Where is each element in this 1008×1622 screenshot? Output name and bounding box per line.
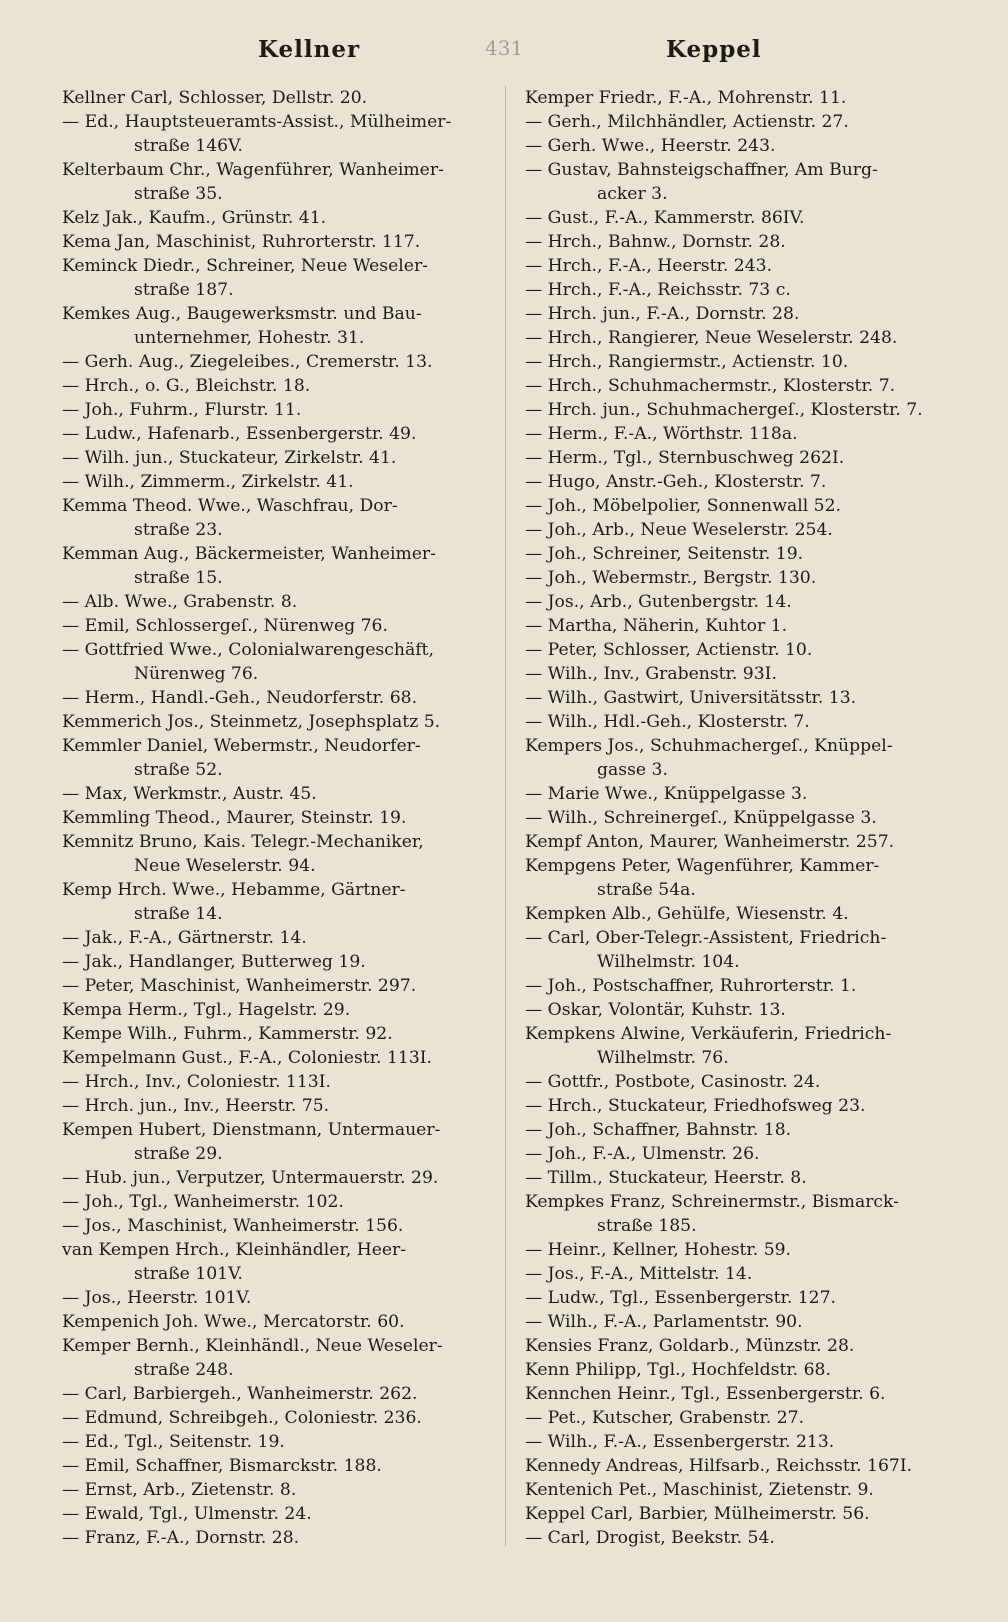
directory-entry: Kempgens Peter, Wagenführer, Kammer-	[525, 856, 880, 876]
directory-entry: — Carl, Drogist, Beekstr. 54.	[525, 1528, 775, 1548]
directory-entry: straße 23.	[134, 520, 223, 540]
column-divider	[505, 86, 506, 1546]
directory-entry: — Ed., Tgl., Seitenstr. 19.	[62, 1432, 285, 1452]
directory-entry: Kemmler Daniel, Webermstr., Neudorfer-	[62, 736, 421, 756]
directory-entry: straße 52.	[134, 760, 223, 780]
directory-entry: Kempenich Joh. Wwe., Mercatorstr. 60.	[62, 1312, 405, 1332]
directory-entry: — Wilh., Zimmerm., Zirkelstr. 41.	[62, 472, 354, 492]
directory-entry: — Hrch., Bahnw., Dornstr. 28.	[525, 232, 786, 252]
directory-entry: — Hub. jun., Verputzer, Untermauerstr. 29.	[62, 1168, 439, 1188]
directory-entry: — Jak., F.-A., Gärtnerstr. 14.	[62, 928, 307, 948]
directory-entry: — Peter, Schlosser, Actienstr. 10.	[525, 640, 813, 660]
directory-entry: van Kempen Hrch., Kleinhändler, Heer-	[62, 1240, 407, 1260]
directory-entry: — Ewald, Tgl., Ulmenstr. 24.	[62, 1504, 312, 1524]
directory-entry: Kemper Bernh., Kleinhändl., Neue Weseler-	[62, 1336, 443, 1356]
directory-entry: Kemma Theod. Wwe., Waschfrau, Dor-	[62, 496, 398, 516]
directory-entry: — Herm., Tgl., Sternbuschweg 262I.	[525, 448, 845, 468]
directory-entry: unternehmer, Hohestr. 31.	[134, 328, 365, 348]
directory-entry: — Jos., Heerstr. 101V.	[62, 1288, 252, 1308]
directory-entry: — Jak., Handlanger, Butterweg 19.	[62, 952, 366, 972]
directory-entry: straße 35.	[134, 184, 223, 204]
directory-entry: straße 185.	[597, 1216, 697, 1236]
directory-entry: — Wilh. jun., Stuckateur, Zirkelstr. 41.	[62, 448, 397, 468]
directory-entry: Kempers Jos., Schuhmachergeſ., Knüppel-	[525, 736, 893, 756]
directory-entry: — Martha, Näherin, Kuhtor 1.	[525, 616, 788, 636]
directory-entry: Wilhelmstr. 104.	[597, 952, 740, 972]
directory-entry: — Hrch. jun., Schuhmachergeſ., Klosterstr. 7.	[525, 400, 923, 420]
directory-entry: Nürenweg 76.	[134, 664, 259, 684]
directory-entry: Kemp Hrch. Wwe., Hebamme, Gärtner-	[62, 880, 406, 900]
directory-entry: — Wilh., Hdl.-Geh., Klosterstr. 7.	[525, 712, 810, 732]
directory-entry: — Pet., Kutscher, Grabenstr. 27.	[525, 1408, 805, 1428]
directory-entry: — Carl, Barbiergeh., Wanheimerstr. 262.	[62, 1384, 418, 1404]
directory-entry: Kemper Friedr., F.-A., Mohrenstr. 11.	[525, 88, 847, 108]
left-column	[62, 86, 504, 1550]
right-column	[525, 86, 967, 1550]
directory-entry: — Gerh., Milchhändler, Actienstr. 27.	[525, 112, 849, 132]
directory-entry: Kempa Herm., Tgl., Hagelstr. 29.	[62, 1000, 351, 1020]
directory-entry: Kempken Alb., Gehülfe, Wiesenstr. 4.	[525, 904, 849, 924]
directory-entry: — Gerh. Wwe., Heerstr. 243.	[525, 136, 776, 156]
page-number: 431	[485, 36, 524, 60]
directory-entry: Kempkens Alwine, Verkäuferin, Friedrich-	[525, 1024, 892, 1044]
directory-entry: Kemmling Theod., Maurer, Steinstr. 19.	[62, 808, 407, 828]
directory-entry: straße 187.	[134, 280, 234, 300]
directory-entry: — Wilh., F.-A., Essenbergerstr. 213.	[525, 1432, 835, 1452]
directory-entry: Kemman Aug., Bäckermeister, Wanheimer-	[62, 544, 436, 564]
directory-entry: — Gust., F.-A., Kammerstr. 86IV.	[525, 208, 805, 228]
directory-entry: — Wilh., Schreinergeſ., Knüppelgasse 3.	[525, 808, 877, 828]
directory-entry: — Oskar, Volontär, Kuhstr. 13.	[525, 1000, 786, 1020]
directory-entry: Kema Jan, Maschinist, Ruhrorterstr. 117.	[62, 232, 421, 252]
directory-entry: Wilhelmstr. 76.	[597, 1048, 729, 1068]
directory-entry: — Jos., Arb., Gutenbergstr. 14.	[525, 592, 792, 612]
directory-entry: — Alb. Wwe., Grabenstr. 8.	[62, 592, 298, 612]
directory-entry: — Gustav, Bahnsteigschaffner, Am Burg-	[525, 160, 878, 180]
directory-entry: — Hrch., Inv., Coloniestr. 113I.	[62, 1072, 331, 1092]
directory-entry: Keppel Carl, Barbier, Mülheimerstr. 56.	[525, 1504, 870, 1524]
directory-entry: Kemnitz Bruno, Kais. Telegr.-Mechaniker,	[62, 832, 424, 852]
directory-entry: — Ernst, Arb., Zietenstr. 8.	[62, 1480, 297, 1500]
directory-entry: — Joh., Schreiner, Seitenstr. 19.	[525, 544, 804, 564]
directory-entry: — Hrch., Stuckateur, Friedhofsweg 23.	[525, 1096, 866, 1116]
directory-entry: — Hrch., F.-A., Heerstr. 243.	[525, 256, 773, 276]
directory-entry: Kenn Philipp, Tgl., Hochfeldstr. 68.	[525, 1360, 831, 1380]
directory-entry: — Marie Wwe., Knüppelgasse 3.	[525, 784, 808, 804]
directory-entry: — Peter, Maschinist, Wanheimerstr. 297.	[62, 976, 417, 996]
directory-entry: — Emil, Schlossergeſ., Nürenweg 76.	[62, 616, 388, 636]
directory-entry: Neue Weselerstr. 94.	[134, 856, 316, 876]
directory-entry: — Franz, F.-A., Dornstr. 28.	[62, 1528, 300, 1548]
directory-entry: Kensies Franz, Goldarb., Münzstr. 28.	[525, 1336, 855, 1356]
directory-entry: — Hrch., Rangierer, Neue Weselerstr. 248.	[525, 328, 898, 348]
directory-entry: — Edmund, Schreibgeh., Coloniestr. 236.	[62, 1408, 422, 1428]
directory-entry: Kempen Hubert, Dienstmann, Untermauer-	[62, 1120, 441, 1140]
directory-entry: — Gottfr., Postbote, Casinostr. 24.	[525, 1072, 821, 1092]
directory-entry: Kemmerich Jos., Steinmetz, Josephsplatz 5.	[62, 712, 441, 732]
directory-entry: — Gerh. Aug., Ziegeleibes., Cremerstr. 13.	[62, 352, 433, 372]
directory-entry: — Jos., Maschinist, Wanheimerstr. 156.	[62, 1216, 404, 1236]
directory-entry: Kennedy Andreas, Hilfsarb., Reichsstr. 167I.	[525, 1456, 913, 1476]
directory-entry: Kelterbaum Chr., Wagenführer, Wanheimer-	[62, 160, 444, 180]
directory-entry: — Ed., Hauptsteueramts-Assist., Mülheimer-	[62, 112, 452, 132]
directory-entry: — Joh., F.-A., Ulmenstr. 26.	[525, 1144, 760, 1164]
directory-entry: straße 101V.	[134, 1264, 243, 1284]
directory-entry: Kempe Wilh., Fuhrm., Kammerstr. 92.	[62, 1024, 393, 1044]
directory-entry: — Joh., Schaffner, Bahnstr. 18.	[525, 1120, 792, 1140]
directory-entry: — Joh., Webermstr., Bergstr. 130.	[525, 568, 817, 588]
directory-entry: Kelz Jak., Kaufm., Grünstr. 41.	[62, 208, 327, 228]
directory-entry: — Joh., Möbelpolier, Sonnenwall 52.	[525, 496, 841, 516]
directory-entry: Kellner Carl, Schlosser, Dellstr. 20.	[62, 88, 368, 108]
directory-entry: — Herm., Handl.-Geh., Neudorferstr. 68.	[62, 688, 418, 708]
directory-entry: Kentenich Pet., Maschinist, Zietenstr. 9.	[525, 1480, 874, 1500]
left-header-title: Kellner	[258, 36, 361, 63]
directory-entry: acker 3.	[597, 184, 668, 204]
directory-entry: — Max, Werkmstr., Austr. 45.	[62, 784, 317, 804]
directory-entry: straße 248.	[134, 1360, 234, 1380]
directory-entry: — Hrch., F.-A., Reichsstr. 73 c.	[525, 280, 791, 300]
directory-entry: Kennchen Heinr., Tgl., Essenbergerstr. 6.	[525, 1384, 886, 1404]
directory-entry: straße 14.	[134, 904, 223, 924]
directory-entry: — Gottfried Wwe., Colonialwarengeschäft,	[62, 640, 434, 660]
directory-entry: — Hrch. jun., F.-A., Dornstr. 28.	[525, 304, 800, 324]
directory-entry: — Joh., Postschaffner, Ruhrorterstr. 1.	[525, 976, 857, 996]
directory-entry: Kempkes Franz, Schreinermstr., Bismarck-	[525, 1192, 899, 1212]
directory-entry: straße 29.	[134, 1144, 223, 1164]
directory-entry: — Joh., Fuhrm., Flurstr. 11.	[62, 400, 302, 420]
directory-entry: Kempelmann Gust., F.-A., Coloniestr. 113I.	[62, 1048, 433, 1068]
directory-entry: — Joh., Arb., Neue Weselerstr. 254.	[525, 520, 833, 540]
directory-entry: straße 15.	[134, 568, 223, 588]
directory-entry: — Ludw., Hafenarb., Essenbergerstr. 49.	[62, 424, 417, 444]
directory-entry: — Hrch., Schuhmachermstr., Klosterstr. 7.	[525, 376, 896, 396]
directory-entry: — Tillm., Stuckateur, Heerstr. 8.	[525, 1168, 807, 1188]
directory-entry: — Hrch., o. G., Bleichstr. 18.	[62, 376, 311, 396]
directory-entry: gasse 3.	[597, 760, 668, 780]
directory-entry: — Hrch. jun., Inv., Heerstr. 75.	[62, 1096, 330, 1116]
directory-entry: Keminck Diedr., Schreiner, Neue Weseler-	[62, 256, 428, 276]
directory-entry: — Herm., F.-A., Wörthstr. 118a.	[525, 424, 798, 444]
directory-entry: — Ludw., Tgl., Essenbergerstr. 127.	[525, 1288, 837, 1308]
directory-entry: straße 146V.	[134, 136, 243, 156]
directory-entry: — Wilh., Inv., Grabenstr. 93I.	[525, 664, 777, 684]
directory-entry: — Wilh., F.-A., Parlamentstr. 90.	[525, 1312, 803, 1332]
right-header-title: Keppel	[666, 36, 762, 63]
directory-entry: Kempf Anton, Maurer, Wanheimerstr. 257.	[525, 832, 895, 852]
directory-entry: straße 54a.	[597, 880, 696, 900]
directory-entry: — Hugo, Anstr.-Geh., Klosterstr. 7.	[525, 472, 827, 492]
directory-entry: — Emil, Schaffner, Bismarckstr. 188.	[62, 1456, 382, 1476]
directory-entry: Kemkes Aug., Baugewerksmstr. und Bau-	[62, 304, 422, 324]
directory-entry: — Carl, Ober-Telegr.-Assistent, Friedrich-	[525, 928, 887, 948]
directory-entry: — Joh., Tgl., Wanheimerstr. 102.	[62, 1192, 344, 1212]
directory-entry: — Heinr., Kellner, Hohestr. 59.	[525, 1240, 792, 1260]
directory-entry: — Hrch., Rangiermstr., Actienstr. 10.	[525, 352, 849, 372]
directory-entry: — Wilh., Gastwirt, Universitätsstr. 13.	[525, 688, 857, 708]
directory-entry: — Jos., F.-A., Mittelstr. 14.	[525, 1264, 753, 1284]
